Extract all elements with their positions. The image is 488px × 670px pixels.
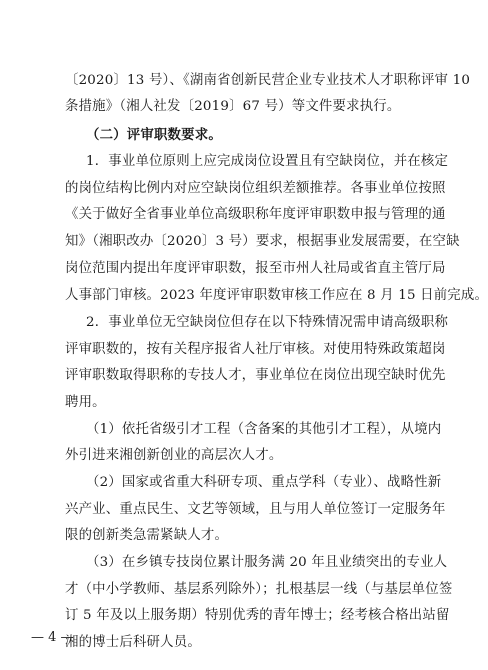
text-line: 1．事业单位原则上应完成岗位设置且有空缺岗位，并在核定 <box>86 154 449 169</box>
text-line: 评审职数的，按有关程序报省人社厅审核。对使用特殊政策超岗 <box>65 342 446 357</box>
text-line: 〔2020〕13 号）、《湖南省创新民营企业专业技术人才职称评审 10 <box>65 73 471 88</box>
text-line: 订 5 年及以上服务期）特别优秀的青年博士；经考核合格出站留 <box>65 608 450 623</box>
page-number: — 4 — <box>31 630 74 645</box>
text-line: 的岗位结构比例内对应空缺岗位组织差额推荐。各事业单位按照 <box>65 181 446 196</box>
text-line: 《关于做好全省事业单位高级职称年度评审职数申报与管理的通 <box>65 207 446 222</box>
text-line: 湘的博士后科研人员。 <box>65 635 201 650</box>
text-line: 人事部门审核。2023 年度评审职数审核工作应在 8 月 15 日前完成。 <box>65 288 488 303</box>
text-line: 外引进来湘创新创业的高层次人才。 <box>65 448 283 463</box>
text-line: 岗位范围内提出年度评审职数，报至市州人社局或省直主管厅局 <box>65 261 446 276</box>
text-line: 条措施》（湘人社发〔2019〕67 号）等文件要求执行。 <box>65 99 401 114</box>
text-line: 限的创新类急需紧缺人才。 <box>65 528 229 543</box>
text-line: 兴产业、重点民生、文艺等领域，且与用人单位签订一定服务年 <box>65 502 446 517</box>
text-line: 2．事业单位无空缺岗位但存在以下特殊情况需申请高级职称 <box>86 315 449 330</box>
text-line: 知》（湘职改办〔2020〕3 号）要求，根据事业发展需要，在空缺 <box>65 234 460 249</box>
section-heading: （二）评审职数要求。 <box>86 127 222 143</box>
text-line: （1）依托省级引才工程（含备案的其他引才工程），从境内 <box>86 422 442 437</box>
text-line: 聘用。 <box>65 395 106 410</box>
text-line: （3）在乡镇专技岗位累计服务满 20 年且业绩突出的专业人 <box>86 555 448 570</box>
text-line: （2）国家或省重大科研专项、重点学科（专业）、战略性新 <box>86 475 442 490</box>
text-line: 评审职数取得职称的专技人才，事业单位在岗位出现空缺时优先 <box>65 368 446 383</box>
text-line: 才（中小学教师、基层系列除外）；扎根基层一线（与基层单位签 <box>65 582 453 597</box>
